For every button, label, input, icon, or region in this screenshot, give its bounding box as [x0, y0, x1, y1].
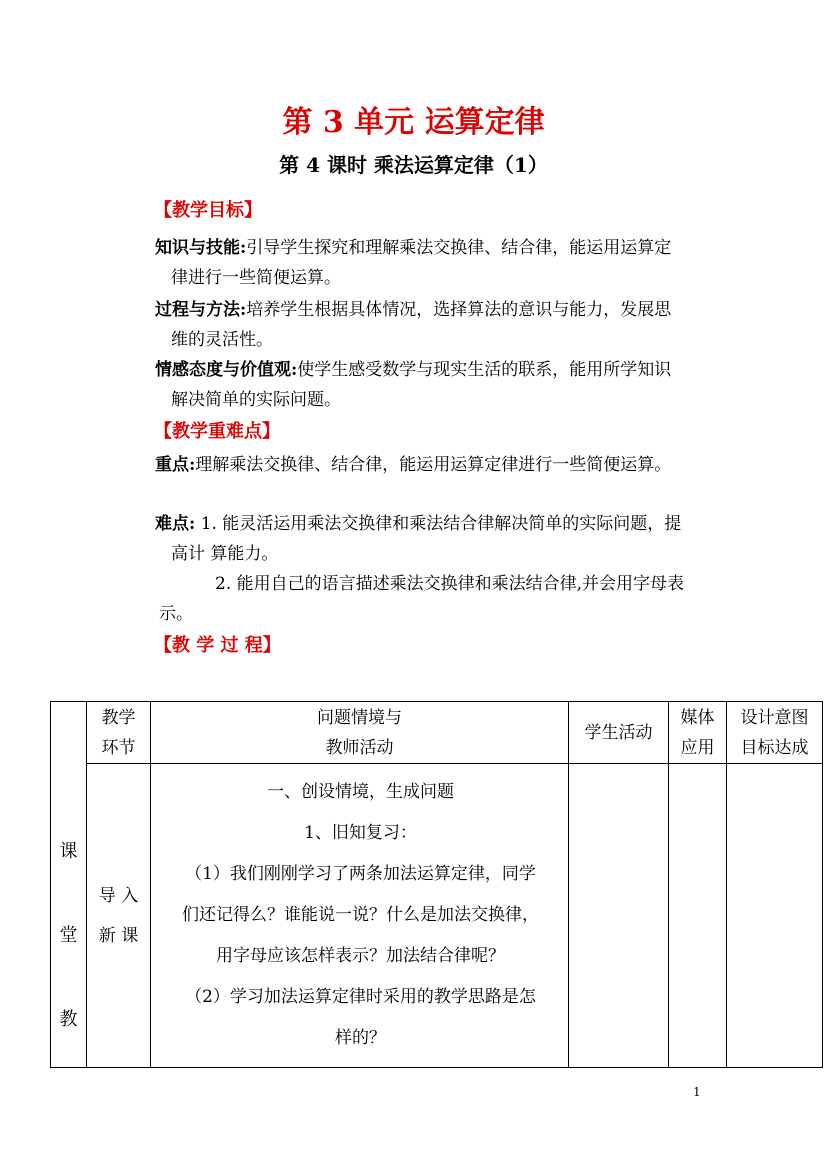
design-cell [727, 764, 823, 1068]
goal-emotion-line2: 解决简单的实际问题。 [171, 390, 341, 410]
header-stage-line2: 环节 [101, 737, 136, 758]
table-row [51, 764, 823, 1068]
difficulty-item1-line2: 高计 算能力。 [171, 544, 279, 564]
content-line: 1、旧知复习： [304, 823, 417, 843]
table-header-row [51, 702, 823, 764]
goal-process-line2: 维的灵活性。 [171, 330, 273, 350]
header-activity-line1: 问题情境与 [317, 707, 402, 728]
header-activity [151, 702, 569, 764]
header-stage-line1: 教学 [101, 707, 136, 728]
goal-knowledge-line2: 律进行一些简便运算。 [171, 268, 341, 288]
header-activity-line2: 教师活动 [325, 737, 394, 758]
header-design [727, 702, 823, 764]
side-char-2: 堂 [59, 925, 78, 946]
header-media-line1: 媒体 [680, 707, 715, 728]
key-point-text: 理解乘法交换律、结合律，能运用运算定律进行一些简便运算。 [195, 455, 672, 475]
lesson-subtitle: 第 4 课时 乘法运算定律（1） [279, 153, 548, 177]
key-heading: 【教学重难点】 [154, 421, 280, 442]
goal-emotion [155, 355, 765, 415]
difficulty-item2-line1: 2. 能用自己的语言描述乘法交换律和乘法结合律,并会用字母表 [215, 574, 685, 594]
process-heading: 【教 学 过 程】 [154, 635, 281, 656]
goal-emotion-lead: 情感态度与价值观: [155, 360, 298, 380]
goals-heading: 【教学目标】 [154, 200, 262, 221]
goal-emotion-line1: 使学生感受数学与现实生活的联系，能用所学知识 [297, 360, 672, 380]
goal-process [155, 295, 765, 355]
header-design-line2: 目标达成 [740, 737, 809, 758]
content-line: 一、创设情境，生成问题 [267, 782, 454, 802]
header-stage [87, 702, 151, 764]
student-cell [569, 764, 669, 1068]
side-char-3: 教 [59, 1009, 78, 1030]
key-point-lead: 重点: [155, 455, 196, 475]
page-number: 1 [693, 1085, 701, 1099]
goal-knowledge [155, 233, 765, 293]
goal-knowledge-line1: 引导学生探究和理解乘法交换律、结合律，能运用运算定 [246, 238, 672, 258]
header-student: 学生活动 [569, 702, 669, 764]
teaching-process-table [50, 701, 823, 1068]
unit-title: 第 3 单元 运算定律 [282, 105, 545, 140]
key-point [155, 450, 765, 480]
content-line: 们还记得么？谁能说一说？什么是加法交换律， [182, 905, 539, 925]
difficulty-lead: 难点: [155, 514, 196, 534]
goal-process-lead: 过程与方法: [155, 300, 247, 320]
content-line: 样的？ [335, 1028, 386, 1048]
content-line: （2）学习加法运算定律时采用的教学思路是怎 [185, 987, 536, 1007]
stage-line1: 导 入 [98, 885, 139, 906]
activity-cell [151, 764, 569, 1068]
content-line: （1）我们刚刚学习了两条加法运算定律，同学 [185, 864, 536, 884]
difficulty [155, 509, 765, 629]
header-media-line2: 应用 [680, 737, 715, 758]
stage-line2: 新 课 [98, 925, 139, 946]
difficulty-item1-line1: 1. 能灵活运用乘法交换律和乘法结合律解决简单的实际问题，提 [200, 514, 682, 534]
side-label-cell [51, 702, 87, 1068]
header-media [669, 702, 727, 764]
side-char-1: 课 [59, 841, 78, 862]
content-line: 用字母应该怎样表示？加法结合律呢？ [216, 946, 505, 966]
header-design-line1: 设计意图 [740, 707, 809, 728]
goal-knowledge-lead: 知识与技能: [155, 238, 247, 258]
media-cell [669, 764, 727, 1068]
stage-cell [87, 764, 151, 1068]
difficulty-item2-line2: 示。 [159, 604, 193, 624]
goal-process-line1: 培养学生根据具体情况，选择算法的意识与能力，发展思 [246, 300, 672, 320]
